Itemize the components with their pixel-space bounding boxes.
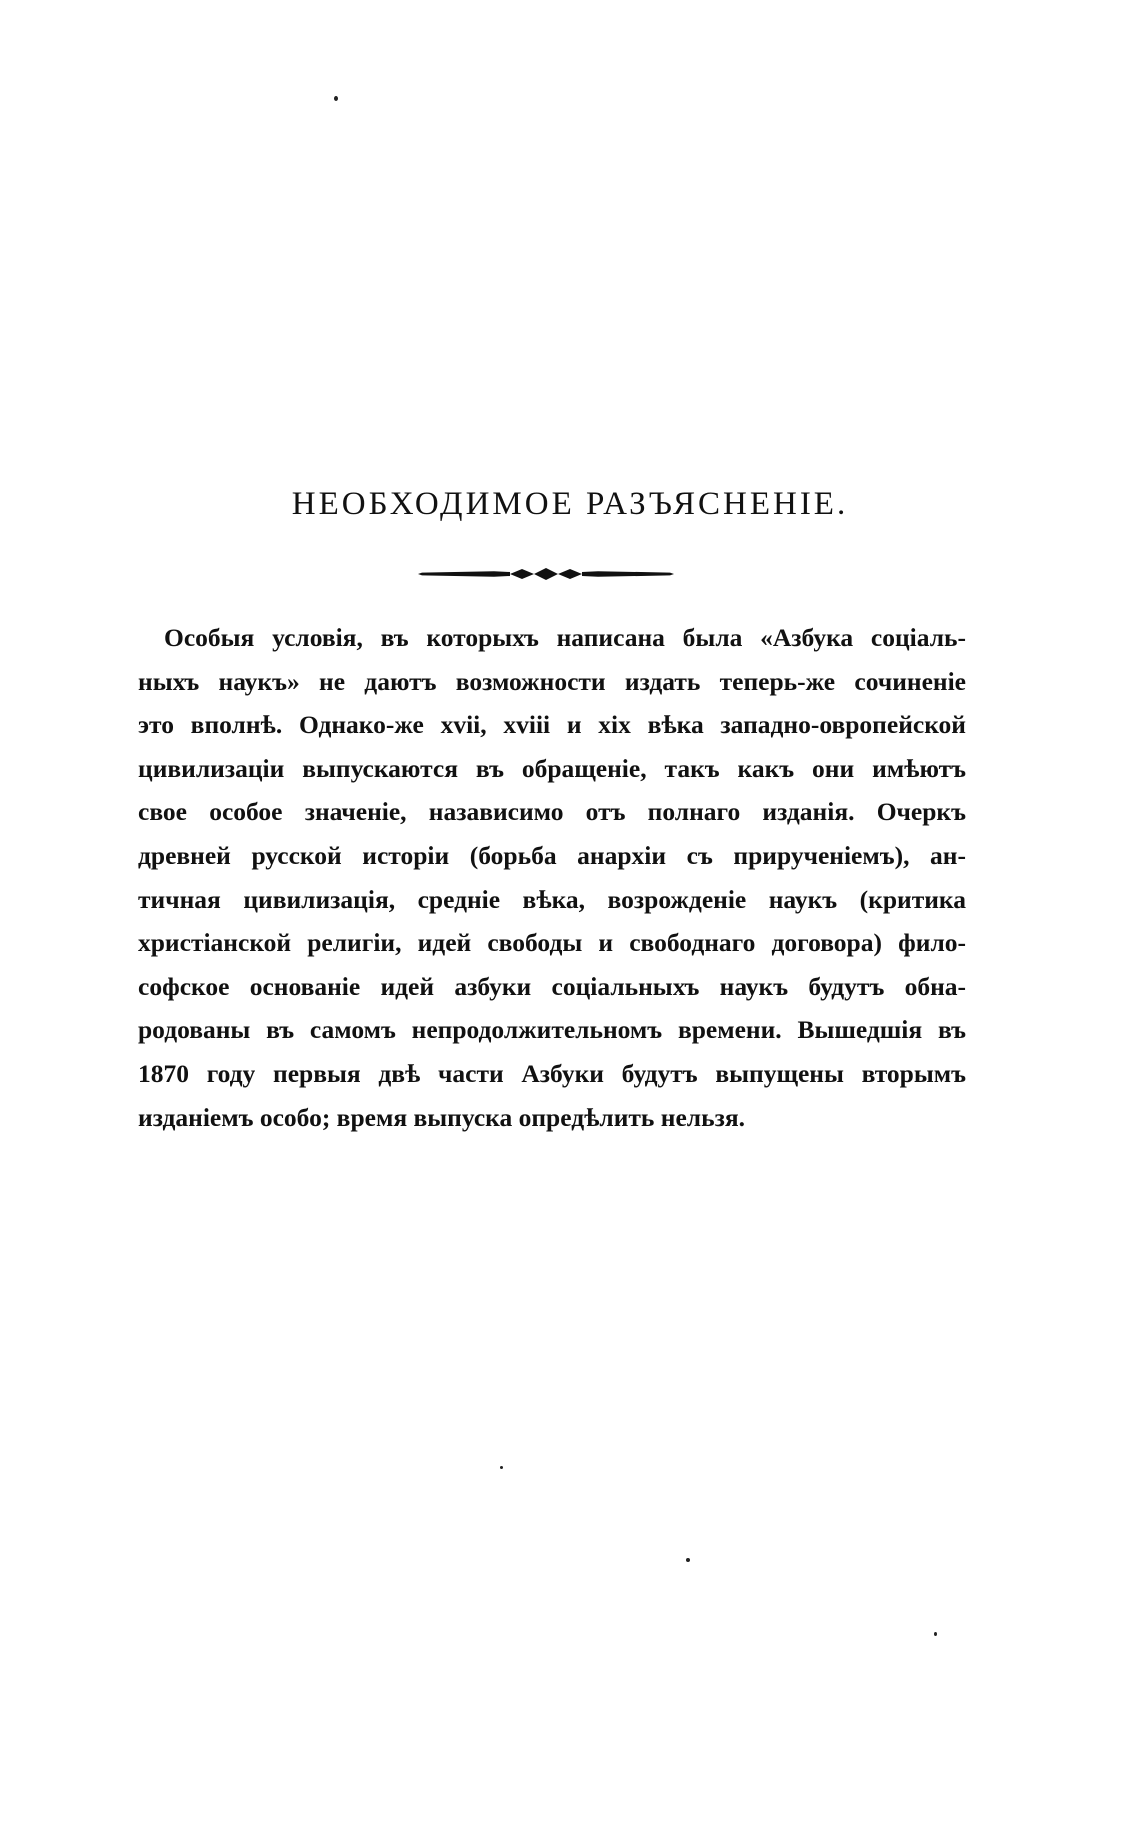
- paragraph-line: родованы въ самомъ непродолжительномъ времени. Вышедшія въ: [138, 1015, 966, 1045]
- paragraph-line: тичная цивилизація, средніе вѣка, возрожденіе наукъ (критика: [138, 884, 966, 914]
- paragraph-line: ныхъ наукъ» не даютъ возможности издать теперь-же сочиненіе: [138, 666, 966, 696]
- paragraph-line: древней русской исторіи (борьба анархіи съ прирученіемъ), ан-: [138, 840, 966, 870]
- paragraph-line: изданіемъ особо; время выпуска опредѣлить нельзя.: [138, 1102, 745, 1132]
- paragraph-line: софское основаніе идей азбуки соціальныхъ наукъ будутъ обна-: [138, 971, 966, 1001]
- ink-speck: [934, 1632, 937, 1636]
- page-title: НЕОБХОДИМОЕ РАЗЪЯСНЕНІЕ.: [291, 486, 849, 522]
- title-ornament: [418, 566, 674, 582]
- paragraph-line: цивилизаціи выпускаются въ обращеніе, такъ какъ они имѣютъ: [138, 753, 966, 783]
- paragraph-line: Особыя условія, въ которыхъ написана была «Азбука соціаль-: [164, 623, 966, 652]
- ink-speck: [686, 1558, 690, 1562]
- ink-speck: [334, 96, 338, 101]
- paragraph-line: христіанской религіи, идей свободы и свободнаго договора) фило-: [138, 928, 966, 958]
- paragraph-line: свое особое значеніе, назависимо отъ полнаго изданія. Очеркъ: [138, 797, 966, 827]
- ink-speck: [500, 1466, 503, 1469]
- explanation-paragraph: [138, 616, 966, 1139]
- paragraph-line: это вполнѣ. Однако-же xvii, xviii и xix вѣка западно-овропейской: [138, 710, 966, 740]
- paragraph-line: 1870 году первыя двѣ части Азбуки будутъ выпущены вторымъ: [138, 1058, 966, 1088]
